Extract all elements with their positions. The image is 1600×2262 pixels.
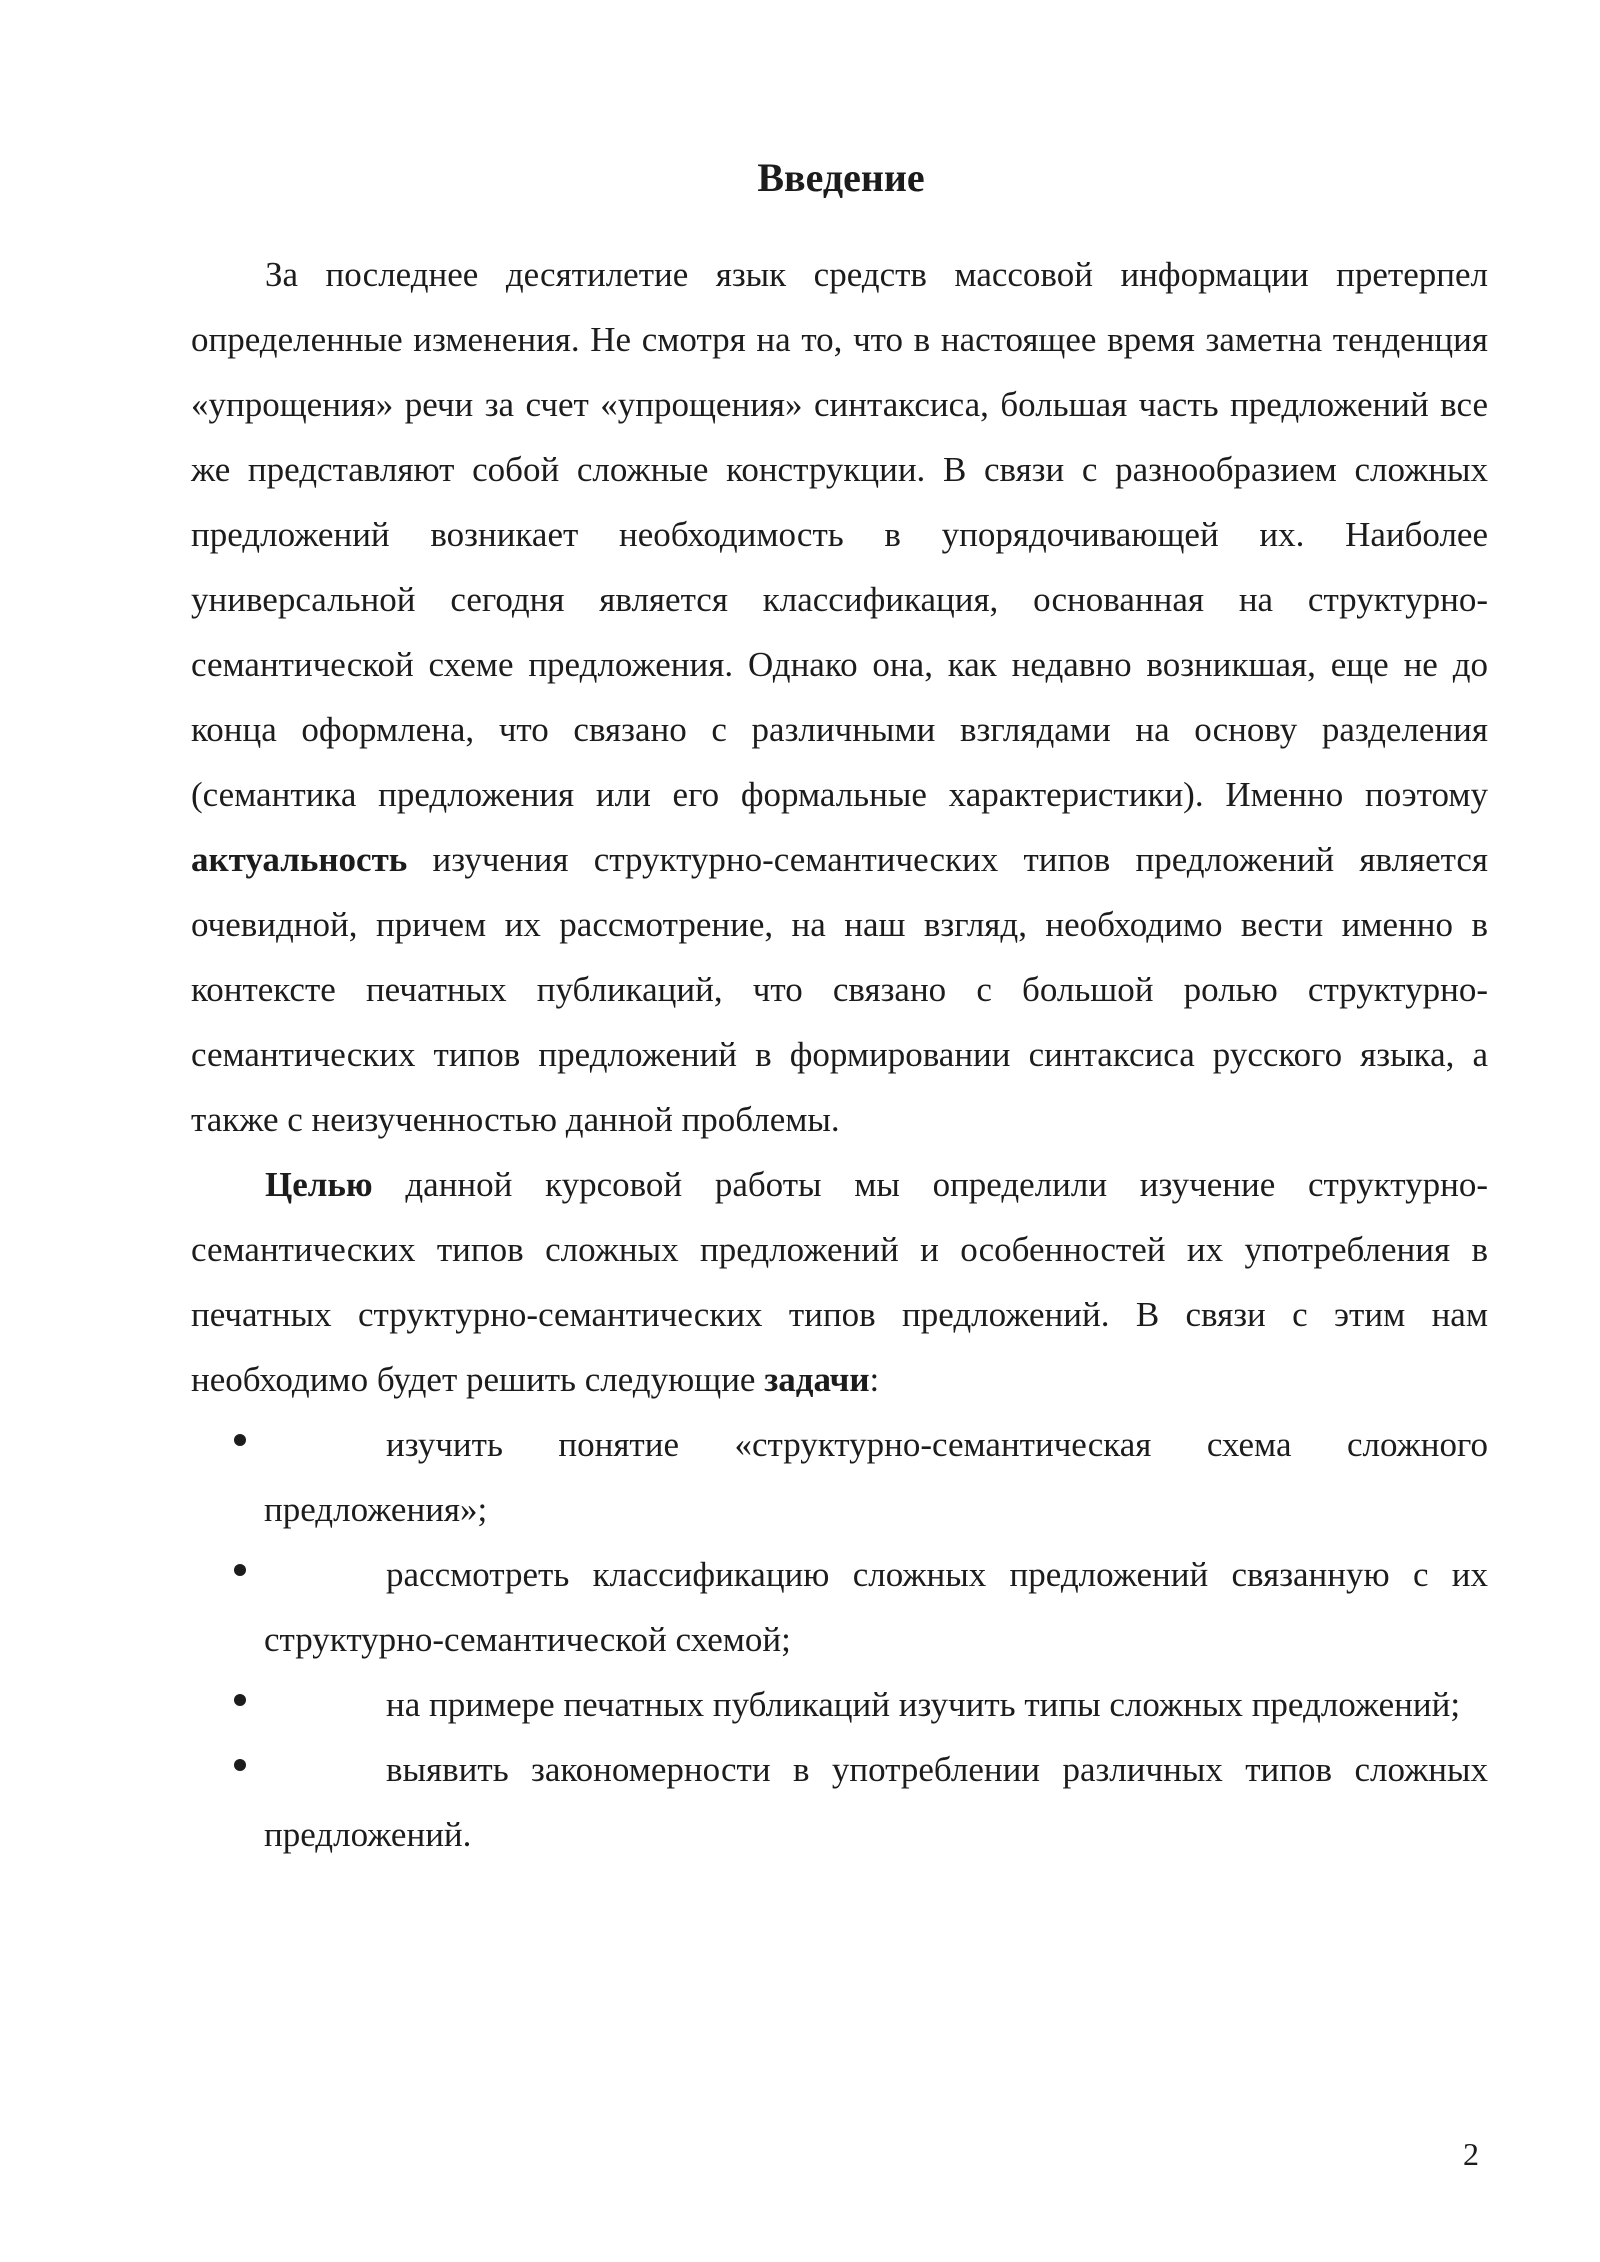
list-item-text: рассмотреть классификацию сложных предложений связанную с их структурно-семантической схемой; <box>264 1555 1488 1659</box>
document-body <box>191 242 1488 1867</box>
bullet-icon <box>234 1434 246 1446</box>
bullet-icon <box>234 1564 246 1576</box>
goal-paragraph-text: данной курсовой работы мы определили изучение структурно-семантических типов сложных предложений и особенностей их употребления в печатных структурно-семантических типов предложений. В связи с этим нам необходимо будет решить следующие <box>191 1165 1488 1399</box>
page-title: Введение <box>757 155 925 200</box>
page-number: 2 <box>1463 2136 1479 2172</box>
goal-term: Целью <box>265 1165 373 1204</box>
list-item-text: изучить понятие «структурно-семантическая схема сложного предложения»; <box>264 1425 1488 1529</box>
intro-paragraph <box>191 242 1488 1152</box>
goal-paragraph <box>191 1152 1488 1412</box>
list-item <box>191 1542 1488 1672</box>
list-item <box>191 1672 1488 1737</box>
bullet-icon <box>234 1694 246 1706</box>
tasks-term: задачи <box>764 1360 870 1399</box>
list-item <box>191 1412 1488 1542</box>
goal-paragraph-colon: : <box>869 1360 880 1399</box>
relevance-term: актуальность <box>191 840 408 879</box>
tasks-list <box>191 1412 1488 1867</box>
intro-paragraph-end: изучения структурно-семантических типов предложений является очевидной, причем их рассмотрение, на наш взгляд, необходимо вести именно в контексте печатных публикаций, что связано с большой ролью структурно-семантических типов предложений в формировании синтаксиса русского языка, а также с неизученностью данной проблемы. <box>191 840 1488 1139</box>
list-item-text: на примере печатных публикаций изучить типы сложных предложений; <box>386 1685 1461 1724</box>
list-item-text: выявить закономерности в употреблении различных типов сложных предложений. <box>264 1750 1488 1854</box>
list-item <box>191 1737 1488 1867</box>
bullet-icon <box>234 1759 246 1771</box>
intro-paragraph-text: За последнее десятилетие язык средств массовой информации претерпел определенные изменения. Не смотря на то, что в настоящее время заметна тенденция «упрощения» речи за счет «упрощения» синтаксиса, большая часть предложений все же представляют собой сложные конструкции. В связи с разнообразием сложных предложений возникает необходимость в упорядочивающей их. Наиболее универсальной сегодня является классификация, основанная на структурно-семантической схеме предложения. Однако она, как недавно возникшая, еще не до конца оформлена, что связано с различными взглядами на основу разделения (семантика предложения или его формальные характеристики). Именно поэтому <box>191 255 1488 814</box>
